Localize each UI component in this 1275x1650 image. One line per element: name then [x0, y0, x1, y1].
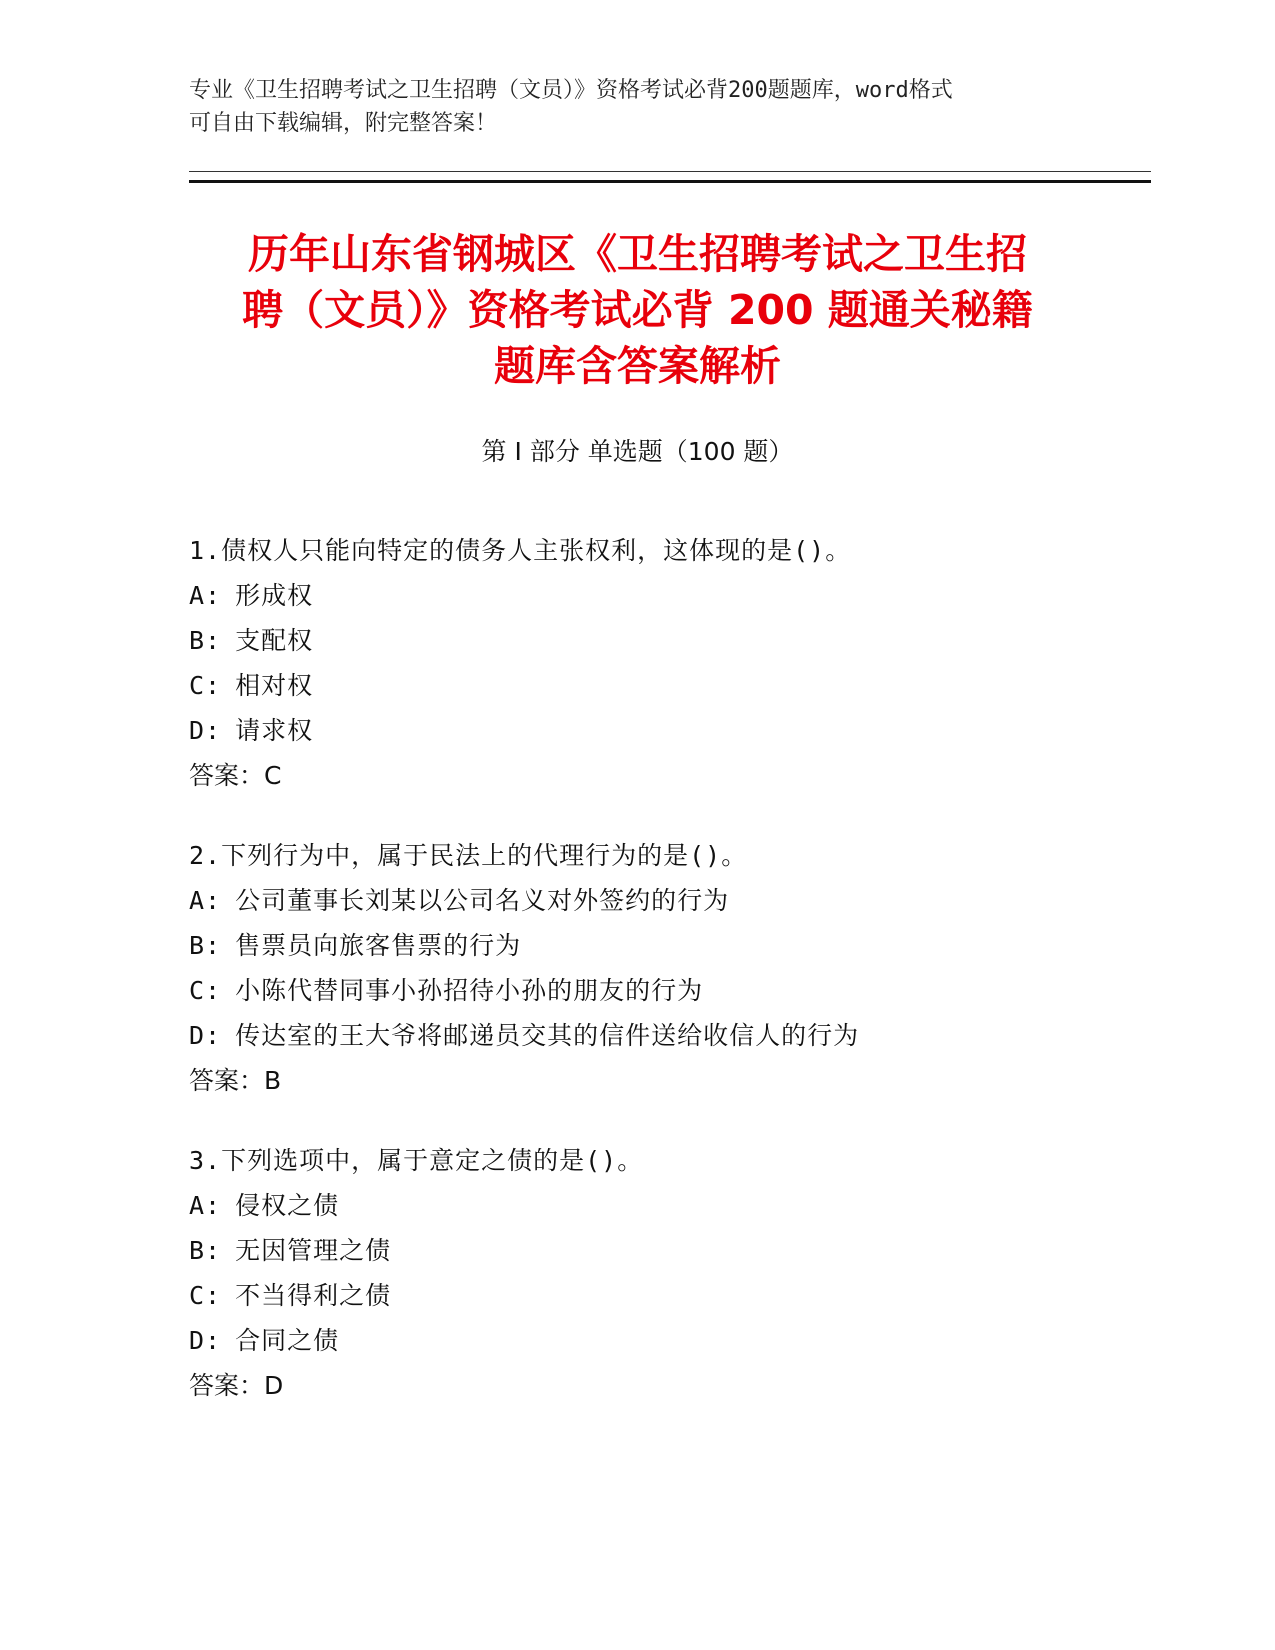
- answer: 答案：B: [189, 1066, 282, 1095]
- option-text: 请求权: [235, 716, 314, 745]
- header-note-line-1: 专业《卫生招聘考试之卫生招聘（文员）》资格考试必背200题题库，word格式: [189, 78, 953, 103]
- option-text: 形成权: [235, 581, 314, 610]
- question-stem: 2.下列行为中，属于民法上的代理行为的是()。: [189, 841, 748, 870]
- answer: 答案：C: [189, 761, 282, 790]
- document-header-note: [189, 74, 1089, 140]
- option-b: [189, 618, 1189, 663]
- option-b: [189, 923, 1189, 968]
- option-text: 小陈代替同事小孙招待小孙的朋友的行为: [235, 976, 704, 1005]
- section-heading: 第 I 部分 单选题（100 题）: [481, 437, 794, 466]
- question-item: [189, 833, 1189, 1103]
- option-d: [189, 1318, 1189, 1363]
- option-key: D:: [189, 1021, 222, 1050]
- option-text: 支配权: [235, 626, 314, 655]
- option-a: [189, 878, 1189, 923]
- option-key: C:: [189, 976, 222, 1005]
- option-c: [189, 663, 1189, 708]
- question-item: [189, 1138, 1189, 1408]
- question-list: [189, 528, 1189, 1443]
- title-line-2: 聘（文员）》资格考试必背 200 题通关秘籍: [242, 286, 1033, 334]
- option-key: D:: [189, 1326, 222, 1355]
- option-text: 售票员向旅客售票的行为: [235, 931, 522, 960]
- option-a: [189, 573, 1189, 618]
- option-key: C:: [189, 1281, 222, 1310]
- title-line-3: 题库含答案解析: [494, 342, 781, 390]
- option-a: [189, 1183, 1189, 1228]
- question-stem: 3.下列选项中，属于意定之债的是()。: [189, 1146, 644, 1175]
- option-c: [189, 1273, 1189, 1318]
- header-divider-thick: [189, 180, 1151, 183]
- title-line-1: 历年山东省钢城区《卫生招聘考试之卫生招: [248, 230, 1027, 278]
- option-d: [189, 708, 1189, 753]
- document-title: [160, 226, 1115, 394]
- option-text: 不当得利之债: [235, 1281, 392, 1310]
- option-key: D:: [189, 716, 222, 745]
- option-b: [189, 1228, 1189, 1273]
- option-text: 相对权: [235, 671, 314, 700]
- option-text: 传达室的王大爷将邮递员交其的信件送给收信人的行为: [235, 1021, 860, 1050]
- option-c: [189, 968, 1189, 1013]
- option-key: A:: [189, 1191, 222, 1220]
- question-item: [189, 528, 1189, 798]
- option-key: B:: [189, 931, 222, 960]
- header-note-line-2: 可自由下载编辑，附完整答案！: [189, 111, 498, 136]
- answer: 答案：D: [189, 1371, 284, 1400]
- option-key: A:: [189, 886, 222, 915]
- question-stem: 1.债权人只能向特定的债务人主张权利，这体现的是()。: [189, 536, 852, 565]
- option-text: 无因管理之债: [235, 1236, 392, 1265]
- option-key: A:: [189, 581, 222, 610]
- option-text: 公司董事长刘某以公司名义对外签约的行为: [235, 886, 730, 915]
- header-divider-thin: [189, 171, 1151, 172]
- option-key: B:: [189, 626, 222, 655]
- option-text: 侵权之债: [235, 1191, 340, 1220]
- option-key: C:: [189, 671, 222, 700]
- option-key: B:: [189, 1236, 222, 1265]
- option-text: 合同之债: [235, 1326, 340, 1355]
- option-d: [189, 1013, 1189, 1058]
